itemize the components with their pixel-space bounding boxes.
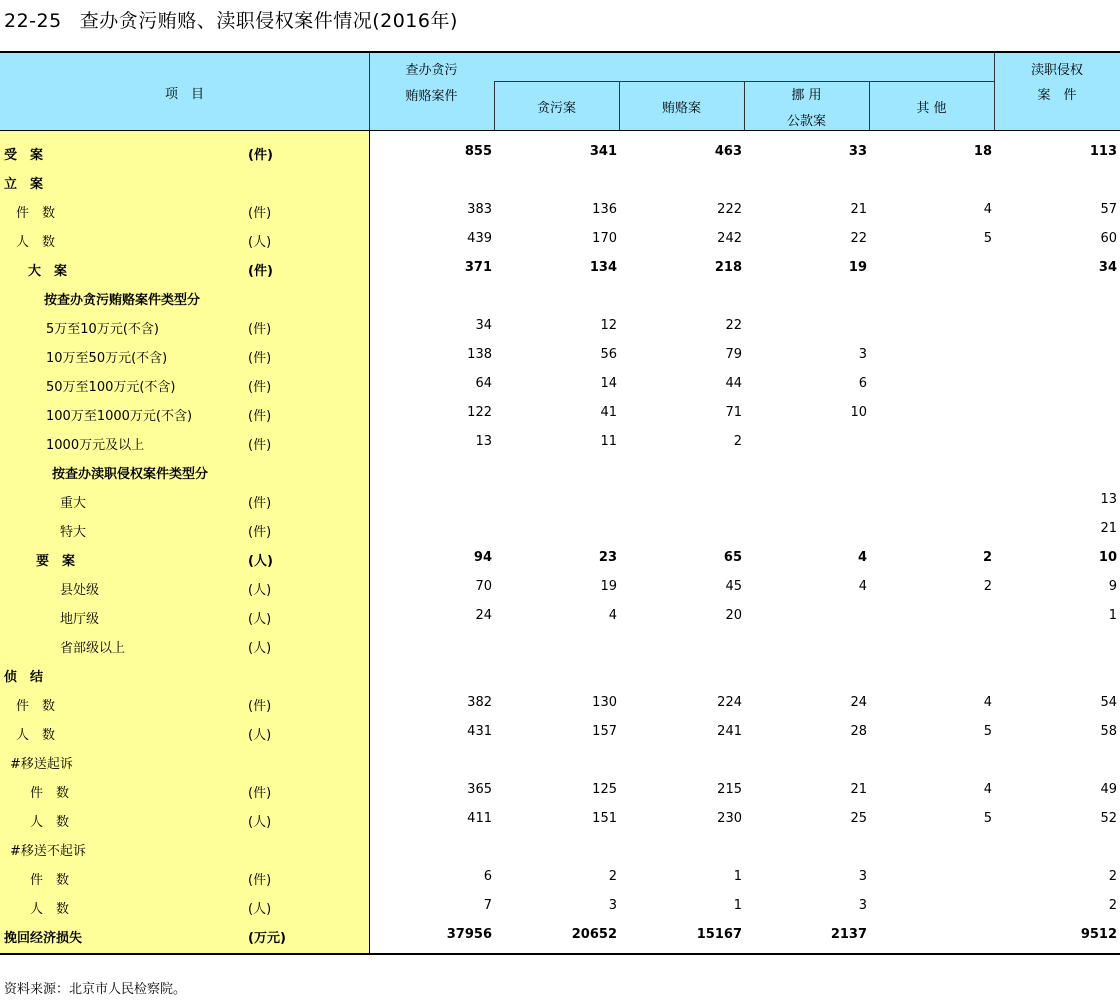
row-value: 411: [467, 811, 492, 826]
row-value: 2: [1108, 869, 1117, 884]
row-value: 431: [467, 724, 492, 739]
row-value: 22: [850, 231, 867, 246]
row-value: 13: [1100, 492, 1117, 507]
row-label: 100万至1000万元(不含): [46, 409, 193, 424]
row-value: 134: [589, 260, 617, 275]
row-value: 4: [608, 608, 617, 623]
row-value: 2137: [830, 927, 867, 942]
row-value: 41: [600, 405, 617, 420]
row-value: 13: [475, 434, 492, 449]
header-sub-bribery: 贿赂案: [661, 101, 701, 116]
row-label: 要 案: [36, 554, 76, 569]
row-value: 125: [592, 782, 617, 797]
table-row: [0, 688, 1120, 717]
table-row: [0, 456, 1120, 485]
table-row: [0, 630, 1120, 659]
row-label: 省部级以上: [60, 641, 126, 656]
row-label: 重大: [60, 496, 87, 511]
table-body: [0, 137, 1120, 949]
row-unit: (件): [248, 873, 272, 888]
row-value: 94: [473, 550, 492, 565]
row-value: 463: [714, 144, 742, 159]
table-row: [0, 717, 1120, 746]
row-unit: (件): [248, 409, 272, 424]
row-value: 21: [850, 782, 867, 797]
table-number: 22-25: [4, 10, 62, 32]
row-value: 18: [973, 144, 992, 159]
row-value: 9: [1108, 579, 1117, 594]
row-value: 10: [850, 405, 867, 420]
row-value: 151: [592, 811, 617, 826]
row-value: 34: [475, 318, 492, 333]
table-row: [0, 804, 1120, 833]
table-header: [0, 53, 1120, 130]
row-value: 439: [467, 231, 492, 246]
row-value: 34: [1098, 260, 1117, 275]
row-value: 1: [733, 898, 742, 913]
row-value: 19: [848, 260, 867, 275]
row-value: 23: [598, 550, 617, 565]
row-value: 215: [717, 782, 742, 797]
row-value: 218: [714, 260, 742, 275]
row-value: 21: [850, 202, 867, 217]
table-row: [0, 833, 1120, 862]
row-label: 5万至10万元(不含): [46, 322, 159, 337]
table-row: [0, 485, 1120, 514]
row-label: 件 数: [30, 786, 70, 801]
row-label: 人 数: [30, 902, 70, 917]
row-value: 7: [483, 898, 492, 913]
row-label: 侦 结: [4, 670, 44, 685]
table-row: [0, 369, 1120, 398]
row-label: 人 数: [16, 235, 56, 250]
row-value: 58: [1100, 724, 1117, 739]
table-row: [0, 427, 1120, 456]
table-row: [0, 601, 1120, 630]
row-value: 37956: [446, 927, 492, 942]
row-value: 64: [475, 376, 492, 391]
row-unit: (件): [248, 148, 273, 163]
row-unit: (件): [248, 496, 272, 511]
page-title: [4, 6, 458, 33]
row-value: 25: [850, 811, 867, 826]
row-value: 1: [733, 869, 742, 884]
row-value: 45: [725, 579, 742, 594]
row-label: 1000万元及以上: [46, 438, 145, 453]
table-row: [0, 891, 1120, 920]
row-value: 57: [1100, 202, 1117, 217]
table-row: [0, 282, 1120, 311]
row-value: 21: [1100, 521, 1117, 536]
row-label: 件 数: [16, 699, 56, 714]
row-unit: (件): [248, 438, 272, 453]
table-row: [0, 862, 1120, 891]
row-label: 人 数: [16, 728, 56, 743]
row-value: 79: [725, 347, 742, 362]
row-unit: (件): [248, 380, 272, 395]
row-unit: (人): [248, 728, 272, 743]
row-value: 4: [983, 782, 992, 797]
row-value: 4: [983, 695, 992, 710]
row-unit: (人): [248, 815, 272, 830]
table-row: [0, 920, 1120, 949]
table-row: [0, 253, 1120, 282]
row-unit: (人): [248, 902, 272, 917]
row-value: 5: [983, 811, 992, 826]
row-value: 9512: [1080, 927, 1117, 942]
row-value: 2: [983, 579, 992, 594]
header-item: 项 目: [164, 87, 204, 102]
header-col1-line1: 查办贪污: [405, 63, 458, 78]
row-label: 件 数: [16, 206, 56, 221]
row-value: 1: [1108, 608, 1117, 623]
table-bottom-rule: [0, 953, 1120, 955]
row-unit: (件): [248, 322, 272, 337]
row-value: 19: [600, 579, 617, 594]
table-row: [0, 746, 1120, 775]
row-label: 人 数: [30, 815, 70, 830]
row-unit: (人): [248, 641, 272, 656]
row-value: 222: [717, 202, 742, 217]
table-row: [0, 166, 1120, 195]
source-note: 资料来源：北京市人民检察院。: [4, 982, 187, 997]
header-col6-line2: 案 件: [1037, 88, 1077, 103]
row-value: 5: [983, 724, 992, 739]
row-value: 24: [475, 608, 492, 623]
table-row: [0, 514, 1120, 543]
row-unit: (人): [248, 583, 272, 598]
row-unit: (人): [248, 612, 272, 627]
row-value: 113: [1089, 144, 1117, 159]
row-value: 371: [464, 260, 492, 275]
row-value: 4: [858, 579, 867, 594]
row-value: 2: [733, 434, 742, 449]
row-value: 49: [1100, 782, 1117, 797]
row-value: 130: [592, 695, 617, 710]
row-label: 10万至50万元(不含): [46, 351, 168, 366]
header-sub-other: 其 他: [916, 101, 947, 116]
row-value: 56: [600, 347, 617, 362]
row-value: 20652: [571, 927, 617, 942]
row-label: 特大: [60, 525, 87, 540]
header-subdivider: [494, 81, 994, 82]
row-value: 2: [608, 869, 617, 884]
row-value: 138: [467, 347, 492, 362]
row-value: 2: [982, 550, 992, 565]
row-label: #移送不起诉: [10, 844, 86, 859]
header-sub-misappropriation-line1: 挪 用: [791, 88, 822, 103]
row-label: 地厅级: [60, 612, 100, 627]
row-unit: (万元): [248, 931, 286, 946]
row-value: 3: [858, 869, 867, 884]
row-value: 33: [848, 144, 867, 159]
row-value: 224: [717, 695, 742, 710]
row-unit: (人): [248, 235, 272, 250]
row-value: 3: [858, 898, 867, 913]
row-unit: (件): [248, 699, 272, 714]
header-sub-misappropriation-line2: 公款案: [786, 114, 826, 129]
table-row: [0, 224, 1120, 253]
table-row: [0, 775, 1120, 804]
row-value: 3: [858, 347, 867, 362]
row-value: 65: [723, 550, 742, 565]
row-value: 28: [850, 724, 867, 739]
header-col1-line2: 贿赂案件: [405, 89, 458, 104]
row-value: 10: [1098, 550, 1117, 565]
row-value: 71: [725, 405, 742, 420]
row-value: 170: [592, 231, 617, 246]
table-row: [0, 543, 1120, 572]
row-label: 50万至100万元(不含): [46, 380, 176, 395]
table-row: [0, 398, 1120, 427]
row-unit: (人): [248, 554, 273, 569]
row-unit: (件): [248, 206, 272, 221]
table-row: [0, 311, 1120, 340]
row-value: 242: [717, 231, 742, 246]
row-value: 230: [717, 811, 742, 826]
row-value: 4: [983, 202, 992, 217]
row-value: 341: [589, 144, 617, 159]
row-value: 3: [608, 898, 617, 913]
header-sub-embezzlement: 贪污案: [536, 101, 576, 116]
row-value: 136: [592, 202, 617, 217]
row-value: 383: [467, 202, 492, 217]
table-row: [0, 659, 1120, 688]
row-value: 22: [725, 318, 742, 333]
table-row: [0, 137, 1120, 166]
row-label: 大 案: [28, 264, 68, 279]
row-unit: (件): [248, 786, 272, 801]
row-value: 11: [600, 434, 617, 449]
header-col6-line1: 渎职侵权: [1030, 63, 1083, 78]
row-value: 54: [1100, 695, 1117, 710]
row-label: 立 案: [4, 177, 44, 192]
row-unit: (件): [248, 525, 272, 540]
row-value: 14: [600, 376, 617, 391]
row-value: 4: [857, 550, 867, 565]
row-value: 24: [850, 695, 867, 710]
row-unit: (件): [248, 351, 272, 366]
table-row: [0, 195, 1120, 224]
row-value: 2: [1108, 898, 1117, 913]
row-value: 6: [858, 376, 867, 391]
row-label: 按查办贪污贿赂案件类型分: [44, 293, 201, 308]
row-label: #移送起诉: [10, 757, 73, 772]
table-row: [0, 572, 1120, 601]
row-value: 20: [725, 608, 742, 623]
row-value: 365: [467, 782, 492, 797]
row-value: 70: [475, 579, 492, 594]
row-label: 件 数: [30, 873, 70, 888]
row-unit: (件): [248, 264, 273, 279]
row-label: 按查办渎职侵权案件类型分: [52, 467, 209, 482]
row-value: 122: [467, 405, 492, 420]
table-title: 查办贪污贿赂、渎职侵权案件情况(2016年): [79, 10, 458, 32]
row-value: 382: [467, 695, 492, 710]
row-value: 157: [592, 724, 617, 739]
row-label: 受 案: [4, 148, 44, 163]
row-value: 6: [483, 869, 492, 884]
row-value: 855: [464, 144, 492, 159]
row-value: 44: [725, 376, 742, 391]
row-value: 12: [600, 318, 617, 333]
row-value: 15167: [696, 927, 742, 942]
row-label: 县处级: [60, 583, 100, 598]
table-row: [0, 340, 1120, 369]
row-value: 5: [983, 231, 992, 246]
row-label: 挽回经济损失: [4, 931, 83, 946]
row-value: 60: [1100, 231, 1117, 246]
row-value: 241: [717, 724, 742, 739]
row-value: 52: [1100, 811, 1117, 826]
